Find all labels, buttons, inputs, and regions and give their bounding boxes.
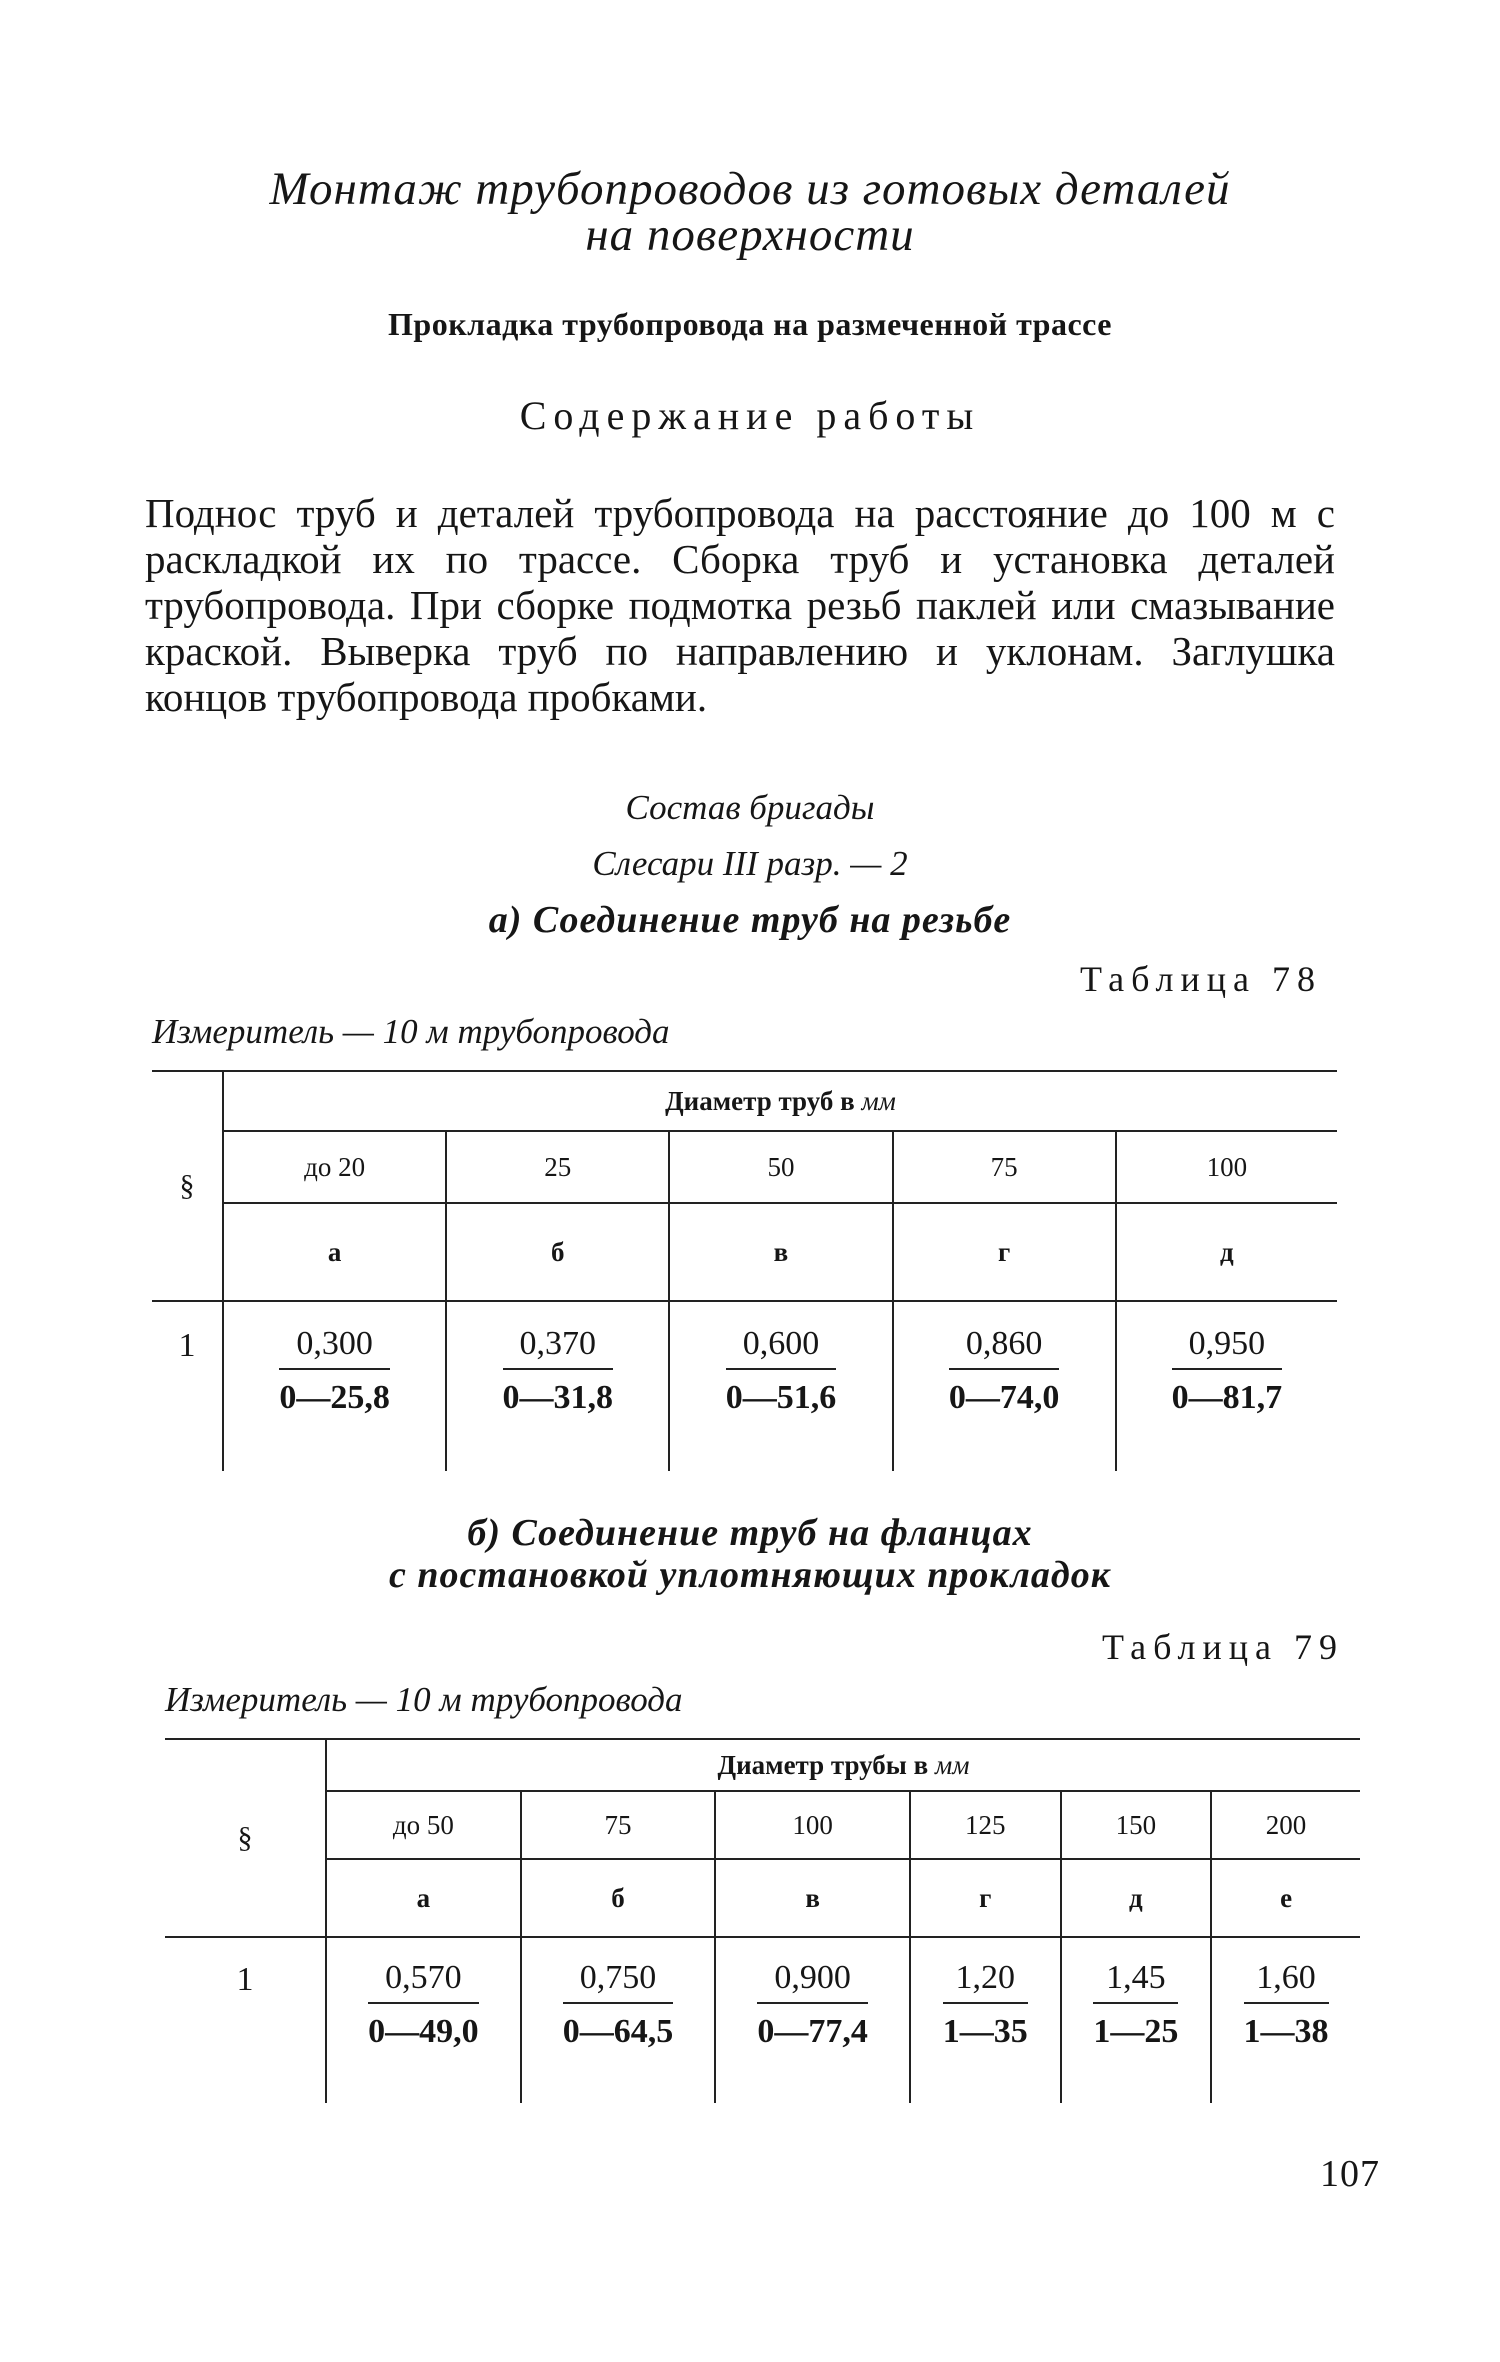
- table79-col-header: 125: [910, 1791, 1061, 1859]
- table79-title-line-1: б) Соединение труб на фланцах: [467, 1512, 1033, 1554]
- table78-col-header: 50: [669, 1131, 892, 1203]
- table78-cell: [1116, 1301, 1337, 1471]
- table79-col-letter: д: [1061, 1859, 1212, 1937]
- table79-header-text: Диаметр трубы в: [717, 1749, 929, 1780]
- table79-col-letter: в: [715, 1859, 910, 1937]
- cell-value-bottom: 0—25,8: [279, 1379, 390, 1416]
- table79-measure: Измеритель — 10 м трубопровода: [165, 1680, 683, 1719]
- cell-value-top: 0,570: [368, 1956, 479, 2004]
- table79-label: Таблица 79: [1102, 1627, 1344, 1667]
- table79-col-header: 100: [715, 1791, 910, 1859]
- table79-section-symbol: §: [165, 1739, 326, 1937]
- cell-value-top: 0,300: [279, 1322, 390, 1370]
- cell-value-top: 0,950: [1172, 1322, 1283, 1370]
- table79-section-title: [170, 1512, 1330, 1596]
- table79-cell: [715, 1937, 910, 2103]
- cell-value-bottom: 1—38: [1243, 2013, 1329, 2050]
- table78-cell: [669, 1301, 892, 1471]
- table79-cell: [1211, 1937, 1360, 2103]
- table78-col-letter: д: [1116, 1203, 1337, 1301]
- cell-value-bottom: 0—51,6: [725, 1379, 837, 1416]
- table-row: [165, 1937, 1360, 2103]
- table78-col-header: 75: [893, 1131, 1116, 1203]
- table78-cell: [893, 1301, 1116, 1471]
- table78-col-header: 25: [446, 1131, 669, 1203]
- table78-header-text: Диаметр труб в: [665, 1085, 855, 1116]
- table79-col-letter: а: [326, 1859, 521, 1937]
- cell-value-top: 0,370: [503, 1322, 614, 1370]
- table79-col-letter: б: [521, 1859, 716, 1937]
- table78-measure: Измеритель — 10 м трубопровода: [152, 1012, 670, 1051]
- table78-col-letter: г: [893, 1203, 1116, 1301]
- work-content-paragraph: Поднос труб и деталей трубопровода на расстояние до 100 м с раскладкой их по трассе. Сборка труб и установка деталей трубопровода. При сборке подмотка резьб паклей или смазывание краской. Выверка труб по направлению и уклонам. Заглушка концов трубопровода пробками.: [145, 490, 1335, 720]
- table79-col-header: 75: [521, 1791, 716, 1859]
- subtitle: Прокладка трубопровода на размеченной трассе: [388, 306, 1112, 342]
- crew-line: Слесари III разр. — 2: [592, 844, 908, 883]
- table79-cell: [1061, 1937, 1212, 2103]
- cell-value-bottom: 1—35: [942, 2013, 1028, 2050]
- table78-label: Таблица 78: [1080, 959, 1322, 999]
- table78-col-header: до 20: [223, 1131, 446, 1203]
- table78-cell: [446, 1301, 669, 1471]
- cell-value-bottom: 0—81,7: [1171, 1379, 1283, 1416]
- page-number: 107: [1320, 2153, 1380, 2195]
- cell-value-bottom: 0—64,5: [562, 2013, 674, 2050]
- title-line-2: на поверхности: [585, 209, 915, 261]
- table79: [165, 1738, 1360, 2103]
- table78-section-title: а) Соединение труб на резьбе: [488, 899, 1012, 941]
- content-heading: Содержание работы: [519, 393, 981, 438]
- table79-cell: [521, 1937, 716, 2103]
- table79-row-number: 1: [165, 1937, 326, 2103]
- cell-value-top: 1,20: [943, 1956, 1028, 2004]
- table79-col-header: 200: [1211, 1791, 1360, 1859]
- table78-section-symbol: §: [152, 1071, 223, 1301]
- table78: [152, 1070, 1337, 1471]
- table78-header: [223, 1071, 1337, 1131]
- cell-value-top: 1,60: [1244, 1956, 1329, 2004]
- table-row: [152, 1301, 1337, 1471]
- cell-value-top: 0,750: [563, 1956, 674, 2004]
- cell-value-bottom: 1—25: [1093, 2013, 1179, 2050]
- crew-heading: Состав бригады: [625, 788, 875, 827]
- table78-col-letter: б: [446, 1203, 669, 1301]
- table79-header: [326, 1739, 1360, 1791]
- table78-col-header: 100: [1116, 1131, 1337, 1203]
- table79-cell: [326, 1937, 521, 2103]
- table79-col-header: до 50: [326, 1791, 521, 1859]
- table78-col-letter: в: [669, 1203, 892, 1301]
- table79-col-letter: г: [910, 1859, 1061, 1937]
- cell-value-top: 0,600: [726, 1322, 837, 1370]
- table78-cell: [223, 1301, 446, 1471]
- table78-col-letter: а: [223, 1203, 446, 1301]
- cell-value-top: 0,860: [949, 1322, 1060, 1370]
- table78-row-number: 1: [152, 1301, 223, 1471]
- page-title: [170, 163, 1330, 261]
- title-line-1: Монтаж трубопроводов из готовых деталей: [269, 163, 1231, 215]
- table79-title-line-2: с постановкой уплотняющих прокладок: [389, 1554, 1111, 1596]
- cell-value-bottom: 0—74,0: [948, 1379, 1060, 1416]
- cell-value-bottom: 0—49,0: [368, 2013, 479, 2050]
- cell-value-top: 1,45: [1093, 1956, 1178, 2004]
- cell-value-bottom: 0—77,4: [757, 2013, 868, 2050]
- table79-col-header: 150: [1061, 1791, 1212, 1859]
- cell-value-top: 0,900: [757, 1956, 868, 2004]
- table79-cell: [910, 1937, 1061, 2103]
- cell-value-bottom: 0—31,8: [502, 1379, 614, 1416]
- table79-header-unit: мм: [934, 1749, 970, 1780]
- table79-col-letter: е: [1211, 1859, 1360, 1937]
- table78-header-unit: мм: [861, 1085, 896, 1116]
